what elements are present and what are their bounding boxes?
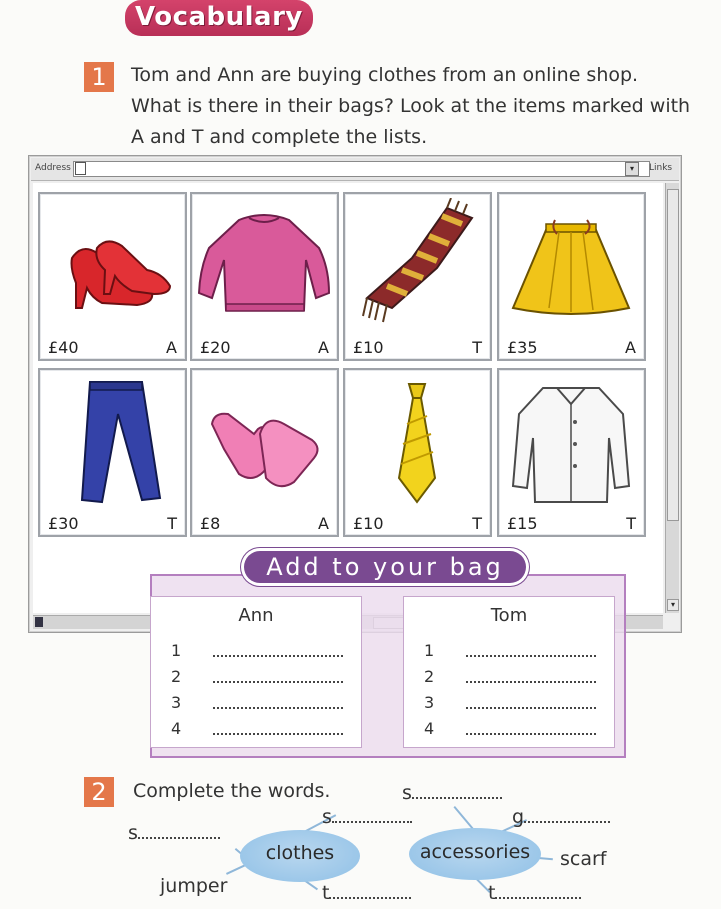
item-card-tie[interactable] xyxy=(343,368,492,537)
word-s-top-letter: s xyxy=(402,782,412,804)
vocabulary-heading xyxy=(125,2,313,32)
item-card-jumper[interactable] xyxy=(190,192,339,361)
item-price: £15 xyxy=(507,514,538,533)
tom-answer-line-4[interactable] xyxy=(466,721,596,735)
word-s-top-blank[interactable] xyxy=(412,791,502,799)
item-card-shirt[interactable] xyxy=(497,368,646,537)
ann-answer-line-3[interactable] xyxy=(213,695,343,709)
word-s-mid xyxy=(322,806,412,828)
shoes-icon xyxy=(42,198,182,328)
tom-list xyxy=(403,596,615,748)
item-card-scarf[interactable] xyxy=(343,192,492,361)
ann-list xyxy=(150,596,362,748)
item-card-trousers[interactable] xyxy=(38,368,187,537)
tom-answer-line-2[interactable] xyxy=(466,669,596,683)
item-buyer-letter: T xyxy=(472,338,482,357)
skirt-icon xyxy=(501,198,641,328)
item-buyer-letter: T xyxy=(472,514,482,533)
item-buyer-letter: A xyxy=(318,514,329,533)
vocabulary-title: Vocabulary xyxy=(125,0,313,36)
tom-row-number: 1 xyxy=(424,641,435,660)
ann-answer-line-2[interactable] xyxy=(213,669,343,683)
tom-answer-line-1[interactable] xyxy=(466,643,596,657)
word-s-mid-letter: s xyxy=(322,806,332,828)
ann-row-number: 4 xyxy=(171,719,182,738)
scroll-down-arrow-icon[interactable]: ▾ xyxy=(667,599,679,611)
task-2-instruction: Complete the words. xyxy=(133,780,331,802)
trousers-icon xyxy=(42,374,182,509)
address-input[interactable] xyxy=(73,161,650,177)
page-icon xyxy=(75,162,86,175)
word-t-right xyxy=(488,882,581,904)
item-price: £30 xyxy=(48,514,79,533)
vertical-scroll-thumb[interactable] xyxy=(667,189,679,521)
item-price: £35 xyxy=(507,338,538,357)
word-t-left-blank[interactable] xyxy=(329,891,411,899)
clothes-label: clothes xyxy=(265,842,335,864)
word-g xyxy=(512,806,610,828)
task-2-number: 2 xyxy=(84,777,114,807)
item-card-skirt[interactable] xyxy=(497,192,646,361)
ann-answer-line-4[interactable] xyxy=(213,721,343,735)
word-scarf: scarf xyxy=(560,848,607,870)
task-1-instruction: Tom and Ann are buying clothes from an online shop. What is there in their bags? Look at the items marked with A and T and complete the lists. xyxy=(131,64,691,148)
item-buyer-letter: A xyxy=(625,338,636,357)
item-buyer-letter: T xyxy=(167,514,177,533)
scarf-icon xyxy=(347,198,487,328)
address-label: Address xyxy=(35,163,71,173)
item-price: £10 xyxy=(353,514,384,533)
word-t-left-letter: t xyxy=(322,882,330,904)
word-s-left xyxy=(128,822,220,844)
ann-row-number: 2 xyxy=(171,667,182,686)
word-s-left-blank[interactable] xyxy=(138,831,220,839)
tom-row-number: 2 xyxy=(424,667,435,686)
item-price: £40 xyxy=(48,338,79,357)
vertical-scrollbar[interactable] xyxy=(665,183,679,613)
jumper-icon xyxy=(194,198,334,328)
item-price: £8 xyxy=(200,514,221,533)
item-buyer-letter: T xyxy=(626,514,636,533)
ann-row-number: 1 xyxy=(171,641,182,660)
tom-row-number: 3 xyxy=(424,693,435,712)
task-1-number: 1 xyxy=(84,62,114,92)
add-to-bag-button[interactable]: Add to your bag xyxy=(241,548,529,586)
address-bar xyxy=(31,158,679,181)
item-buyer-letter: A xyxy=(318,338,329,357)
ann-row-number: 3 xyxy=(171,693,182,712)
item-card-gloves[interactable] xyxy=(190,368,339,537)
item-price: £20 xyxy=(200,338,231,357)
shirt-icon xyxy=(501,374,641,509)
word-g-letter: g xyxy=(512,806,525,828)
tom-answer-line-3[interactable] xyxy=(466,695,596,709)
links-button[interactable]: Links xyxy=(649,163,673,173)
tom-row-number: 4 xyxy=(424,719,435,738)
word-t-right-blank[interactable] xyxy=(495,891,581,899)
ann-list-title: Ann xyxy=(238,605,274,626)
item-buyer-letter: A xyxy=(166,338,177,357)
word-s-left-letter: s xyxy=(128,822,138,844)
accessories-label: accessories xyxy=(419,841,531,863)
tom-list-title: Tom xyxy=(490,605,528,626)
tie-icon xyxy=(347,374,487,509)
ann-answer-line-1[interactable] xyxy=(213,643,343,657)
item-price: £10 xyxy=(353,338,384,357)
scroll-left-arrow-icon[interactable] xyxy=(35,617,43,627)
gloves-icon xyxy=(194,374,334,504)
word-g-blank[interactable] xyxy=(524,815,610,823)
word-jumper: jumper xyxy=(160,875,228,897)
word-t-left xyxy=(322,882,411,904)
word-s-mid-blank[interactable] xyxy=(332,815,412,823)
item-card-shoes[interactable] xyxy=(38,192,187,361)
word-s-top xyxy=(402,782,502,804)
address-dropdown-button[interactable]: ▾ xyxy=(625,162,639,176)
word-t-right-letter: t xyxy=(488,882,496,904)
